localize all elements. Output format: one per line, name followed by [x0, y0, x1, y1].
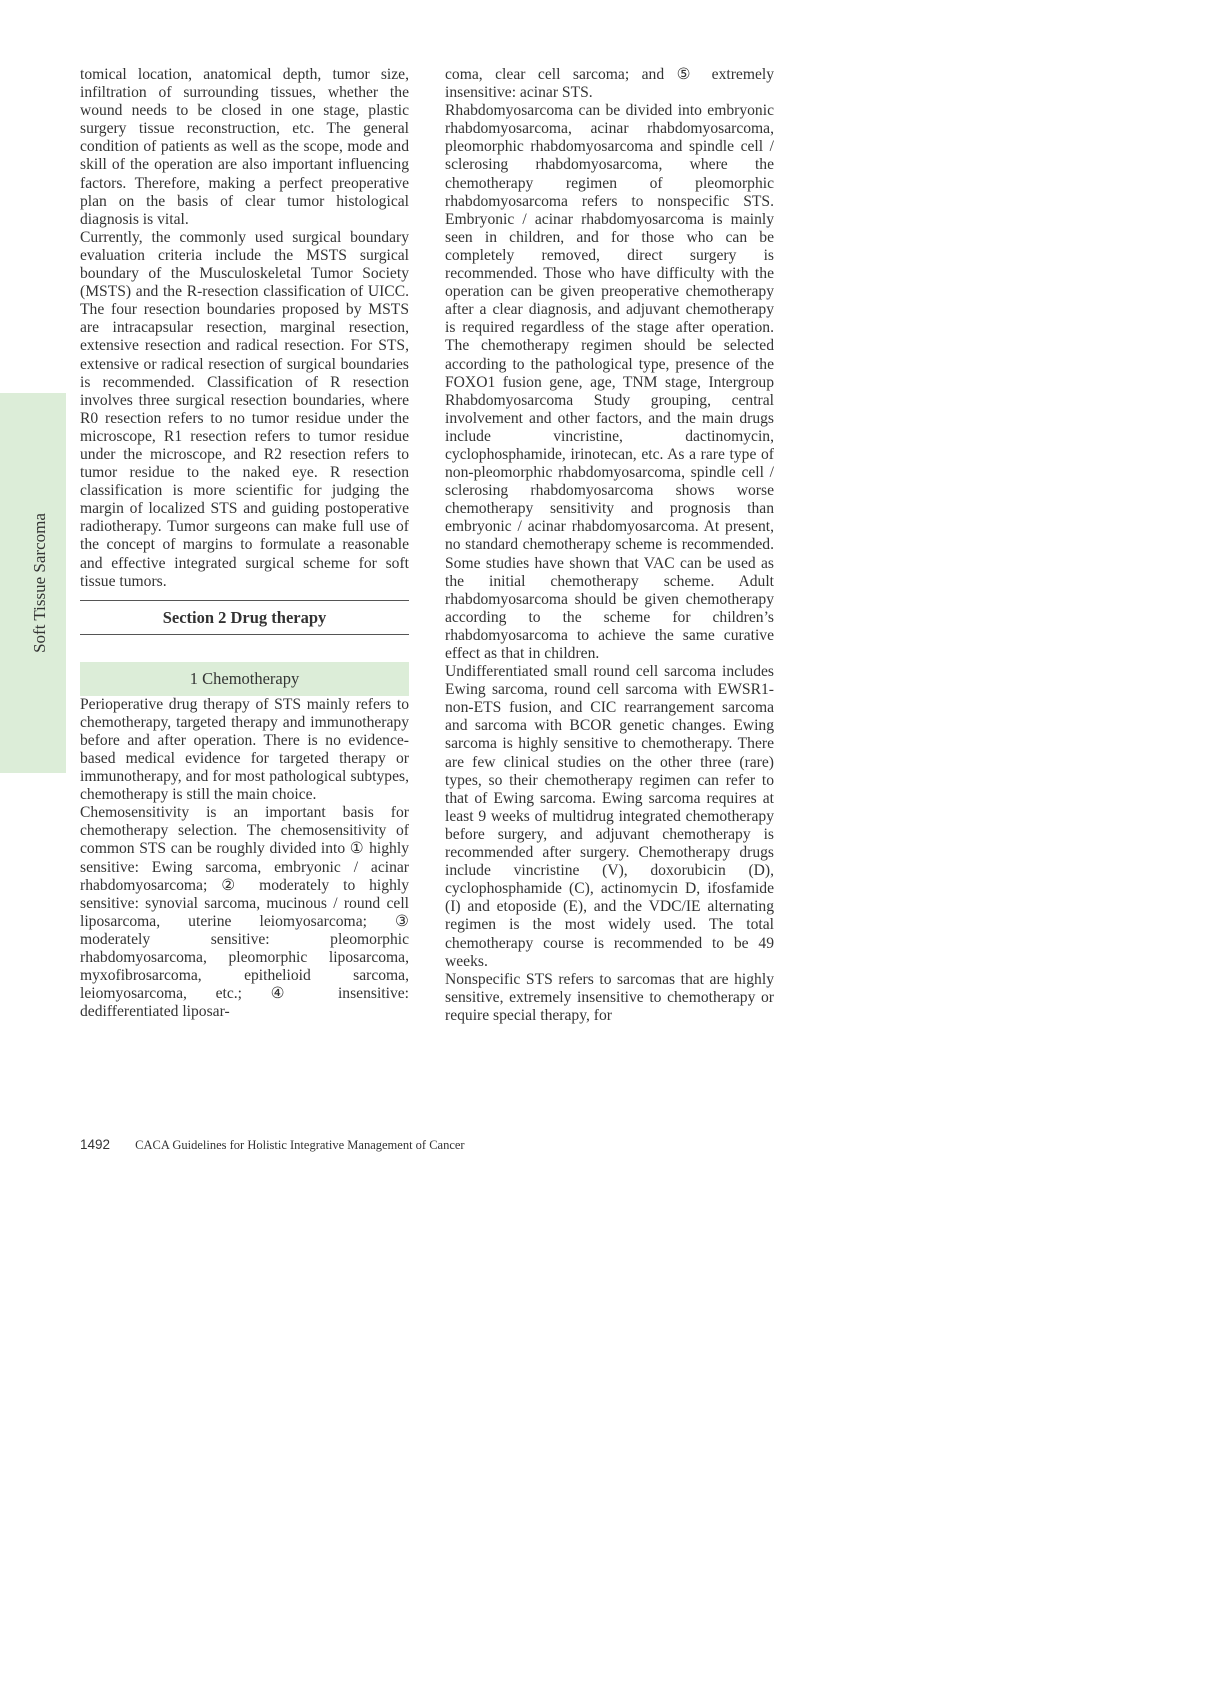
body-paragraph: Chemosensitivity is an important basis for chemotherapy selection. The chemosensitivity of common STS can be roughly divided into ① highly sensitive: Ewing sarcoma, embryonic / acinar rhabdomyosarcoma; ② moderately to highly sensitive: synovial sarcoma, mucinous / round cell liposarcoma, uterine leiomyosarcoma; ③ moderately sensitive: pleomorphic rhabdomyosarcoma, pleomorphic liposarcoma, myxofibrosarcoma, epithelioid sarcoma, leiomyosarcoma, etc.; ④ insensitive: dedifferentiated liposar- — [80, 804, 409, 1021]
sub-heading: 1 Chemotherapy — [80, 662, 409, 696]
section-heading: Section 2 Drug therapy — [80, 600, 409, 635]
footer-title: CACA Guidelines for Holistic Integrative Management of Cancer — [135, 1138, 465, 1152]
body-paragraph: Undifferentiated small round cell sarcoma includes Ewing sarcoma, round cell sarcoma with EWSR1-non-ETS fusion, and CIC rearrangement sarcoma and sarcoma with BCOR genetic changes. Ewing sarcoma is highly sensitive to chemotherapy. There are few clinical studies on the other three (rare) types, so their chemotherapy regimen can refer to that of Ewing sarcoma. Ewing sarcoma requires at least 9 weeks of multidrug integrated chemotherapy before surgery, and adjuvant chemotherapy is recommended after surgery. Chemotherapy drugs include vincristine (V), doxorubicin (D), cyclophosphamide (C), actinomycin D, ifosfamide (I) and etoposide (E), and the VDC/IE alternating regimen is the most widely used. The total chemotherapy course is recommended to be 49 weeks. — [445, 663, 774, 970]
page-number: 1492 — [80, 1137, 111, 1152]
right-column — [445, 66, 774, 1025]
page-footer — [80, 1137, 465, 1153]
body-paragraph: Nonspecific STS refers to sarcomas that are highly sensitive, extremely insensitive to chemotherapy or require special therapy, for — [445, 970, 774, 1024]
body-paragraph: tomical location, anatomical depth, tumor size, infiltration of surrounding tissues, whether the wound needs to be closed in one stage, plastic surgery tissue reconstruction, etc. The general condition of patients as well as the scope, mode and skill of the operation are also important influencing factors. Therefore, making a perfect preoperative plan on the basis of clear tumor histological diagnosis is vital. — [80, 66, 409, 228]
body-paragraph: Perioperative drug therapy of STS mainly refers to chemotherapy, targeted therapy and immunotherapy before and after operation. There is no evidence-based medical evidence for targeted therapy or immunotherapy, and for most pathological subtypes, chemotherapy is still the main choice. — [80, 695, 409, 804]
left-column — [80, 66, 409, 1021]
body-paragraph: Currently, the commonly used surgical boundary evaluation criteria include the MSTS surgical boundary of the Musculoskeletal Tumor Society (MSTS) and the R-resection classification of UICC. The four resection boundaries proposed by MSTS are intracapsular resection, marginal resection, extensive resection and radical resection. For STS, extensive or radical resection of surgical boundaries is recommended. Classification of R resection involves three surgical resection boundaries, where R0 resection refers to no tumor residue under the microscope, R1 resection refers to tumor residue under the microscope, and R2 resection refers to tumor residue to the naked eye. R resection classification is more scientific for judging the margin of localized STS and guiding postoperative radiotherapy. Tumor surgeons can make full use of the concept of margins to formulate a reasonable and effective integrated surgical scheme for soft tissue tumors. — [80, 228, 409, 590]
body-paragraph: Rhabdomyosarcoma can be divided into embryonic rhabdomyosarcoma, acinar rhabdomyosarcoma, pleomorphic rhabdomyosarcoma and spindle cell / sclerosing rhabdomyosarcoma, where the chemotherapy regimen of pleomorphic rhabdomyosarcoma refers to nonspecific STS. Embryonic / acinar rhabdomyosarcoma is mainly seen in children, and for those who can be completely removed, direct surgery is recommended. Those who have difficulty with the operation can be given preoperative chemotherapy after a clear diagnosis, and adjuvant chemotherapy is required regardless of the stage after operation. The chemotherapy regimen should be selected according to the pathological type, presence of the FOXO1 fusion gene, age, TNM stage, Intergroup Rhabdomyosarcoma Study grouping, central involvement and other factors, and the main drugs include vincristine, dactinomycin, cyclophosphamide, irinotecan, etc. As a rare type of non-pleomorphic rhabdomyosarcoma, spindle cell / sclerosing rhabdomyosarcoma shows worse chemotherapy sensitivity and prognosis than embryonic / acinar rhabdomyosarcoma. At present, no standard chemotherapy scheme is recommended. Some studies have shown that VAC can be used as the initial chemotherapy scheme. Adult rhabdomyosarcoma should be given chemotherapy according to the scheme for children’s rhabdomyosarcoma to achieve the same curative effect as that in children. — [445, 102, 774, 662]
body-paragraph: coma, clear cell sarcoma; and ⑤ extremely insensitive: acinar STS. — [445, 66, 774, 102]
side-tab-label: Soft Tissue Sarcoma — [30, 513, 49, 653]
